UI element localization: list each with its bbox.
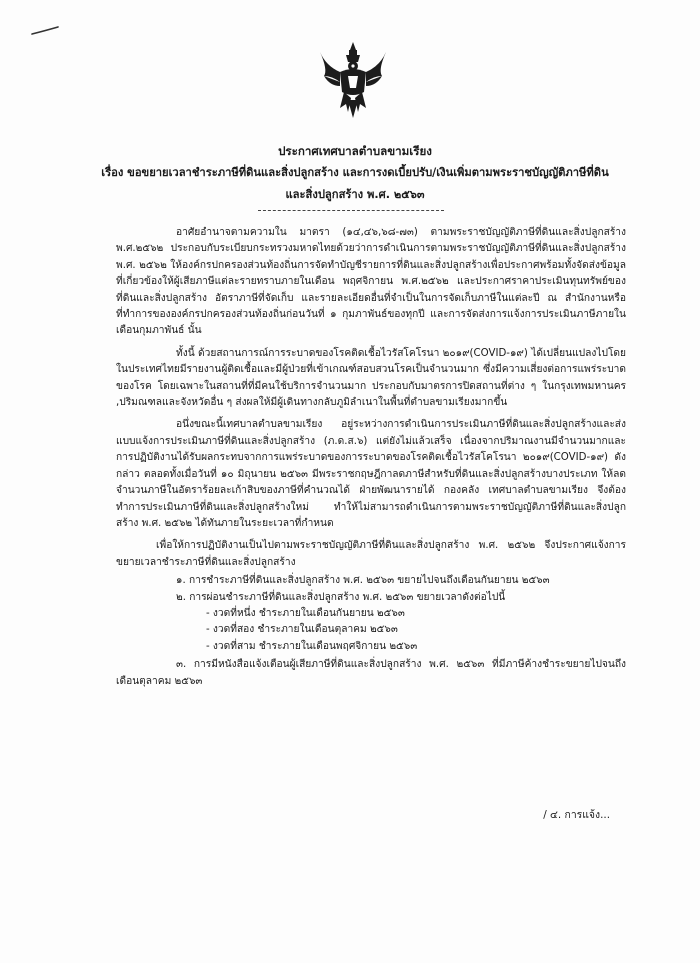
list-item: ๑. การชำระภาษีที่ดินและสิ่งปลูกสร้าง พ.ศ. ๒๕๖๓ ขยายไปจนถึงเดือนกันยายน ๒๕๖๓ bbox=[176, 575, 550, 587]
document-body bbox=[116, 225, 626, 696]
list-item-3: ๓. การมีหนังสือแจ้งเตือนผู้เสียภาษีที่ดินและสิ่งปลูกสร้าง พ.ศ. ๒๕๖๓ ที่มีภาษีค้างชำระขยายไปจนถึงเดือนตุลาคม ๒๕๖๓ bbox=[116, 659, 626, 687]
title-divider bbox=[258, 210, 444, 211]
pen-stroke-mark bbox=[30, 24, 60, 38]
subject-line-2: และสิ่งปลูกสร้าง พ.ศ. ๒๕๖๓ bbox=[285, 188, 425, 201]
announcement-title: ประกาศเทศบาลตำบลขามเรียง bbox=[278, 144, 432, 158]
paragraph-purpose: เพื่อให้การปฏิบัติงานเป็นไปตามพระราชบัญญัติภาษีที่ดินและสิ่งปลูกสร้าง พ.ศ. ๒๕๖๒ จึงประกาศแจ้งการขยายเวลาชำระภาษีที่ดินและสิ่งปลูกสร้าง bbox=[116, 540, 626, 568]
list-subitem: - งวดที่หนึ่ง ชำระภายในเดือนกันยายน ๒๕๖๓ bbox=[206, 607, 405, 619]
paragraph-covid: ทั้งนี้ ด้วยสถานการณ์การระบาดของโรคติดเชื้อไวรัสโคโรนา ๒๐๑๙(COVID-๑๙) ได้เปลี่ยนแปลงไปโดยในประเทศไทยมีรายงานผู้ติดเชื้อและมีผู้ป่วยที่เข้าเกณฑ์สอบสวนโรคเป็นจำนวนมาก ซึ่งมีความเสี่ยงต่อการแพร่ระบาดของโรค โดยเฉพาะในสถานที่ที่มีคนใช้บริการจำนวนมาก ประกอบกับมาตรการปิดสถานที่ต่าง ๆ ในกรุงเทพมหานคร ,ปริมณฑลและจังหวัดอื่น ๆ ส่งผลให้มีผู้เดินทางกลับภูมิลำเนาในพื้นที่ตำบลขามเรียงมากขึ้น bbox=[116, 347, 626, 409]
list-subitem: - งวดที่สาม ชำระภายในเดือนพฤศจิกายน ๒๕๖๓ bbox=[206, 640, 418, 652]
list-item: ๒. การผ่อนชำระภาษีที่ดินและสิ่งปลูกสร้าง พ.ศ. ๒๕๖๓ ขยายเวลาดังต่อไปนี้ bbox=[176, 591, 506, 603]
paragraph-assessment: อนึ่งขณะนี้เทศบาลตำบลขามเรียง อยู่ระหว่างการดำเนินการประเมินภาษีที่ดินและสิ่งปลูกสร้างและส่งแบบแจ้งการประเมินภาษีที่ดินและสิ่งปลูกสร้าง (ภ.ด.ส.๖) แต่ยังไม่แล้วเสร็จ เนื่องจากปริมาณงานมีจำนวนมากและการปฏิบัติงานได้รับผลกระทบจากการแพร่ระบาดของการระบาดของโรคติดเชื้อไวรัสโคโรนา ๒๐๑๙(COVID-๑๙) ดังกล่าว ตลอดทั้งเมื่อวันที่ ๑๐ มิถุนายน ๒๕๖๓ มีพระราชกฤษฎีกาลดภาษีสำหรับที่ดินและสิ่งปลูกสร้างบางประเภท ให้ลดจำนวนภาษีในอัตราร้อยละเก้าสิบของภาษีที่คำนวณได้ ฝ่ายพัฒนารายได้ กองคลัง เทศบาลตำบลขามเรียง จึงต้องทำการประเมินภาษีที่ดินและสิ่งปลูกสร้างใหม่ ทำให้ไม่สามารถดำเนินการตามพระราชบัญญัติภาษีที่ดินและสิ่งปลูกสร้าง พ.ศ. ๒๕๖๒ ได้ทันภายในระยะเวลาที่กำหนด bbox=[116, 419, 626, 529]
list-subitem: - งวดที่สอง ชำระภายในเดือนตุลาคม ๒๕๖๓ bbox=[206, 624, 398, 636]
garuda-emblem-icon bbox=[318, 40, 388, 120]
subject-line-1: เรื่อง ขอขยายเวลาชำระภาษีที่ดินและสิ่งปลูกสร้าง และการงดเบี้ยปรับ/เงินเพิ่มตามพระราชบัญญัติภาษีที่ดิน bbox=[101, 166, 609, 179]
continued-marker: / ๔. การแจ้ง... bbox=[543, 809, 610, 821]
paragraph-authority: อาศัยอำนาจตามความใน มาตรา (๑๔,๔๖,๖๘-๗๓) ตามพระราชบัญญัติภาษีที่ดินและสิ่งปลูกสร้าง พ.ศ.๒๕๖๒ ประกอบกับระเบียบกระทรวงมหาดไทยด้วยว่าการดำเนินการตามพระราชบัญญัติภาษีที่ดินและสิ่งปลูกสร้าง พ.ศ. ๒๕๖๒ ให้องค์กรปกครองส่วนท้องถิ่นการจัดทำบัญชีรายการที่ดินและสิ่งปลูกสร้างเพื่อประกาศพร้อมทั้งจัดส่งข้อมูลที่เกี่ยวข้องให้ผู้เสียภาษีแต่ละรายทราบภายในเดือน พฤศจิกายน พ.ศ.๒๕๖๒ และประกาศราคาประเมินทุนทรัพย์ของที่ดินและสิ่งปลูกสร้าง อัตราภาษีที่จัดเก็บ และรายละเอียดอื่นที่จำเป็นในการจัดเก็บภาษีในแต่ละปี ณ สำนักงานหรือที่ทำการขององค์กรปกครองส่วนท้องถิ่นก่อนวันที่ ๑ กุมภาพันธ์ของทุกปี และการจัดส่งการแจ้งการประเมินภาษีภายในเดือนกุมภาพันธ์ นั้น bbox=[116, 227, 626, 337]
title-block bbox=[60, 140, 650, 206]
